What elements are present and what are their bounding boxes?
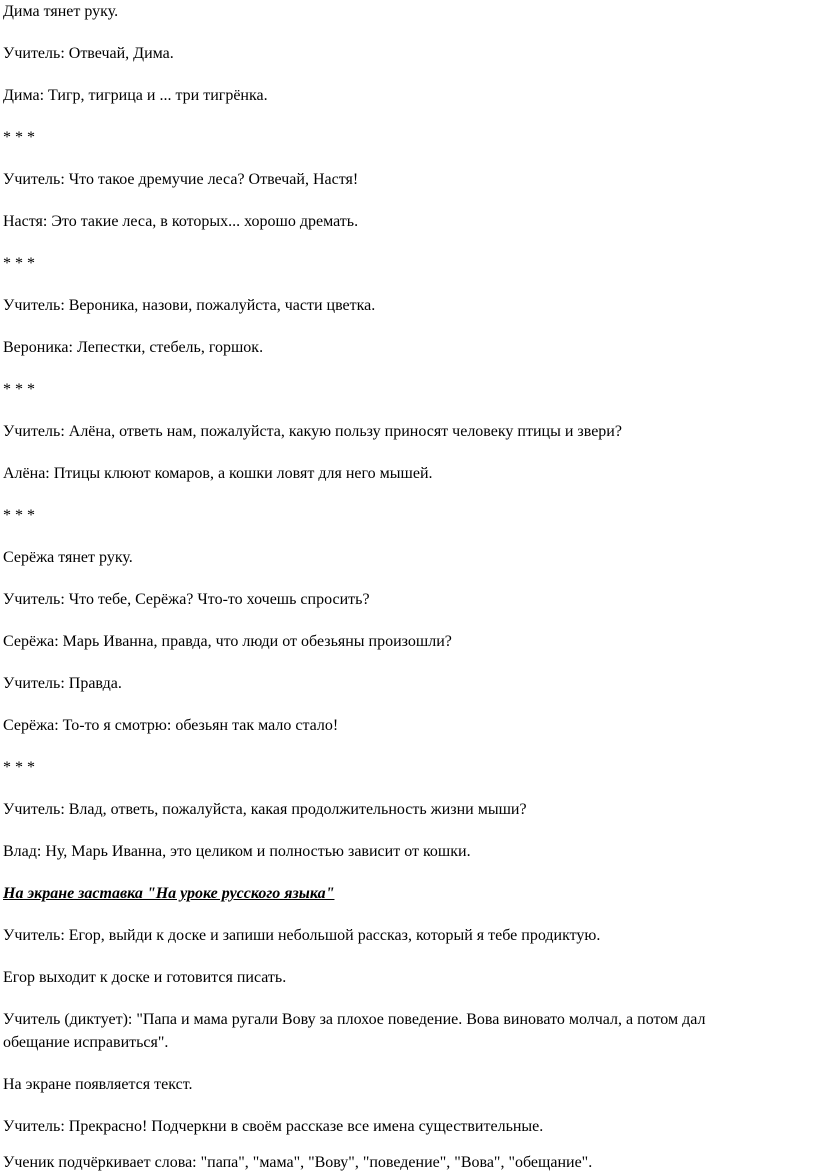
text-line: На экране появляется текст. bbox=[3, 1076, 193, 1093]
section-separator: * * * bbox=[3, 759, 35, 776]
text-line: Учитель: Егор, выйди к доске и запиши небольшой рассказ, который я тебе продиктую. bbox=[3, 927, 601, 944]
section-separator: * * * bbox=[3, 255, 35, 272]
text-line: Учитель: Вероника, назови, пожалуйста, части цветка. bbox=[3, 297, 376, 314]
text-line: обещание исправиться". bbox=[3, 1034, 169, 1051]
text-line: Серёжа тянет руку. bbox=[3, 549, 133, 566]
text-line: Серёжа: То-то я смотрю: обезьян так мало стало! bbox=[3, 717, 339, 734]
section-heading: На экране заставка "На уроке русского языка" bbox=[3, 885, 335, 902]
text-line: Настя: Это такие леса, в которых... хорошо дремать. bbox=[3, 213, 359, 230]
text-line: Учитель: Что тебе, Серёжа? Что-то хочешь спросить? bbox=[3, 591, 370, 608]
text-line: Учитель: Прекрасно! Подчеркни в своём рассказе все имена существительные. bbox=[3, 1118, 544, 1135]
text-line: Учитель: Что такое дремучие леса? Отвечай, Настя! bbox=[3, 171, 359, 188]
text-line: Учитель: Правда. bbox=[3, 675, 122, 692]
section-separator: * * * bbox=[3, 129, 35, 146]
section-separator: * * * bbox=[3, 381, 35, 398]
text-line: Вероника: Лепестки, стебель, горшок. bbox=[3, 339, 264, 356]
text-line: Учитель: Влад, ответь, пожалуйста, какая продолжительность жизни мыши? bbox=[3, 801, 527, 818]
text-line: Серёжа: Марь Иванна, правда, что люди от обезьяны произошли? bbox=[3, 633, 452, 650]
text-line: Учитель: Алёна, ответь нам, пожалуйста, какую пользу приносят человеку птицы и звери? bbox=[3, 423, 622, 440]
section-separator: * * * bbox=[3, 507, 35, 524]
text-line: Ученик подчёркивает слова: "папа", "мама", "Вову", "поведение", "Вова", "обещание". bbox=[3, 1154, 593, 1171]
text-line: Алёна: Птицы клюют комаров, а кошки ловят для него мышей. bbox=[3, 465, 433, 482]
text-line: Учитель: Отвечай, Дима. bbox=[3, 45, 174, 62]
text-line: Дима: Тигр, тигрица и ... три тигрёнка. bbox=[3, 87, 268, 104]
text-line: Дима тянет руку. bbox=[3, 3, 119, 20]
text-line: Егор выходит к доске и готовится писать. bbox=[3, 969, 287, 986]
text-line: Влад: Ну, Марь Иванна, это целиком и полностью зависит от кошки. bbox=[3, 843, 471, 860]
text-line: Учитель (диктует): "Папа и мама ругали Вову за плохое поведение. Вова виновато молчал, а потом дал bbox=[3, 1011, 706, 1028]
